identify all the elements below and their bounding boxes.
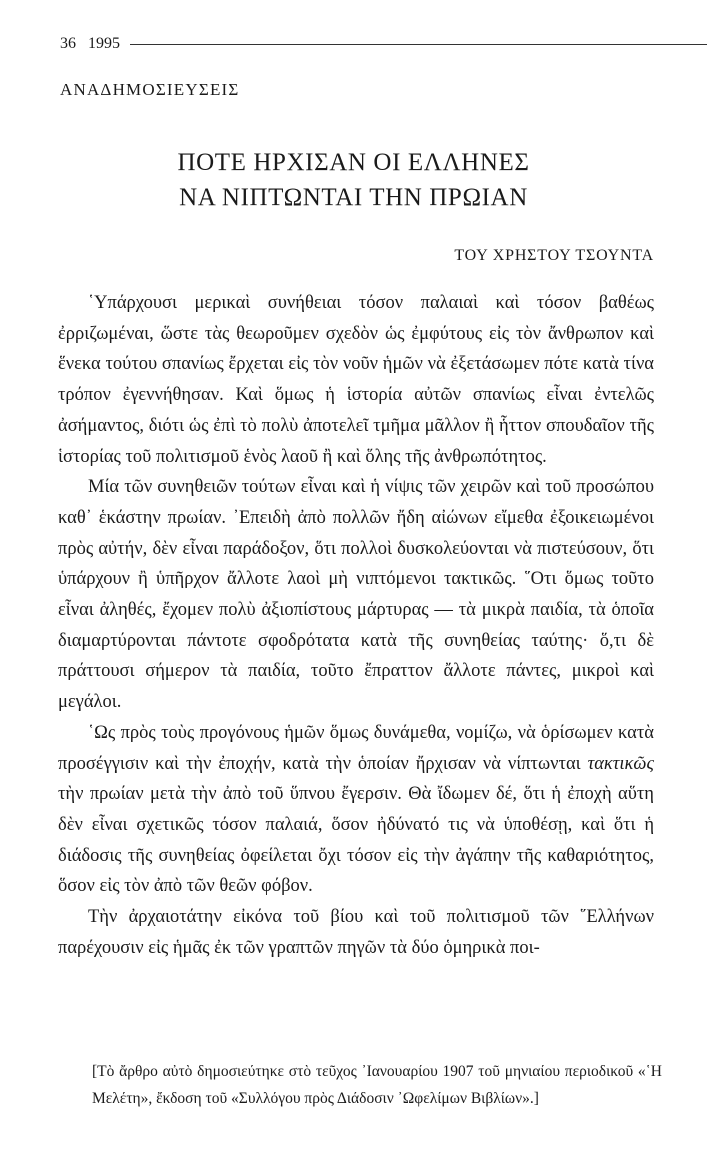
header-rule: [130, 44, 707, 45]
paragraph-3-text-b: τὴν πρωίαν μετὰ τὴν ἀπὸ τοῦ ὕπνου ἔγερσιν. Θὰ ἴδωμεν δέ, ὅτι ἡ ἐποχὴ αὕτη δὲν εἶναι σχετικῶς τόσον παλαιά, ὅσον ἠδύνατό τις νὰ ὑποθέσῃ, καὶ ὅτι ἡ διάδοσις τῆς συνηθείας ὀφείλεται ὄχι τόσον εἰς τὴν ἀγάπην τῆς καθαριότητος, ὅσον εἰς τὸν ἀπὸ τῶν θεῶν φόβον.: [58, 784, 654, 897]
article-title: [0, 145, 707, 215]
page-number: 36: [60, 35, 76, 52]
paragraph-1: ῾Υπάρχουσι μερικαὶ συνήθειαι τόσον παλαιαὶ καὶ τόσον βαθέως ἐρριζωμέναι, ὥστε τὰς θεωροῦμεν σχεδὸν ὡς ἐμφύτους εἰς τὸν ἄνθρωπον καὶ ἕνεκα τούτου σπανίως ἔρχεται εἰς τὸν νοῦν ἡμῶν νὰ ἐξετάσωμεν πότε κατὰ τίνα τρόπον ἐγεννήθησαν. Καὶ ὅμως ἡ ἱστορία αὐτῶν σπανίως εἶναι ἐντελῶς ἀσήμαντος, διότι ὡς ἐπὶ τὸ πολὺ ἀποτελεῖ τμῆμα μᾶλλον ἢ ἧττον σπουδαῖον τῆς ἱστορίας τοῦ πολιτισμοῦ ἑνὸς λαοῦ ἢ καὶ ὅλης τῆς ἀνθρωπότητος.: [58, 293, 654, 467]
paragraph-2: Μία τῶν συνηθειῶν τούτων εἶναι καὶ ἡ νίψις τῶν χειρῶν καὶ τοῦ προσώπου καθ᾿ ἑκάστην πρωίαν. ᾿Επειδὴ ἀπὸ πολλῶν ἤδη αἰώνων εἴμεθα ἐξοικειωμένοι πρὸς αὐτήν, δὲν εἶναι παράδοξον, ὅτι πολλοὶ δυσκολεύονται νὰ πιστεύσουν, ὅτι ὑπάρχουν ἢ ὑπῆρχον ἄλλοτε λαοὶ μὴ νιπτόμενοι τακτικῶς. ῞Οτι ὅμως τοῦτο εἶναι ἀληθές, ἔχομεν πολὺ ἀξιοπίστους μάρτυρας — τὰ μικρὰ παιδία, τὰ ὁποῖα διαμαρτύρονται πάντοτε σφοδρότατα κατὰ τῆς συνηθείας ταύτης· ὅ,τι δὲ πράττουσι σήμερον τὰ παιδία, τοῦτο ἔπραττον ἄλλοτε πάντες, μικροὶ καὶ μεγάλοι.: [58, 477, 654, 713]
section-label: ΑΝΑΔΗΜΟΣΙΕΥΣΕΙΣ: [60, 80, 240, 99]
article-body: [58, 288, 654, 963]
paragraph-3-text-a: ῾Ως πρὸς τοὺς προγόνους ἡμῶν ὅμως δυνάμεθα, νομίζω, νὰ ὁρίσωμεν κατὰ προσέγγισιν καὶ τὴν ἐποχήν, κατὰ τὴν ὁποίαν ἤρχισαν νὰ νίπτωνται: [58, 722, 654, 774]
issue-year: 1995: [88, 35, 120, 52]
paragraph-3: [58, 718, 654, 902]
article-title-line-1: ΠΟΤΕ ΗΡΧΙΣΑΝ ΟΙ ΕΛΛΗΝΕΣ: [177, 149, 530, 176]
running-header: [60, 32, 707, 56]
editorial-footnote: [Τὸ ἄρθρο αὐτὸ δημοσιεύτηκε στὸ τεῦχος ᾿Ιανουαρίου 1907 τοῦ μηνιαίου περιοδικοῦ «῾Η Μελέτη», ἔκδοση τοῦ «Συλλόγου πρὸς Διάδοσιν ᾿Ωφελίμων Βιβλίων».]: [92, 1063, 662, 1107]
article-title-line-2: ΝΑ ΝΙΠΤΩΝΤΑΙ ΤΗΝ ΠΡΩΙΑΝ: [179, 184, 528, 211]
paragraph-4: Τὴν ἀρχαιοτάτην εἰκόνα τοῦ βίου καὶ τοῦ πολιτισμοῦ τῶν ῞Ελλήνων παρέχουσιν εἰς ἡμᾶς ἐκ τῶν γραπτῶν πηγῶν τὰ δύο ὁμηρικὰ ποι-: [58, 907, 654, 958]
article-byline: ΤΟΥ ΧΡΗΣΤΟΥ ΤΣΟΥΝΤΑ: [454, 247, 654, 264]
paragraph-3-italic-word: τακτικῶς: [587, 753, 654, 774]
